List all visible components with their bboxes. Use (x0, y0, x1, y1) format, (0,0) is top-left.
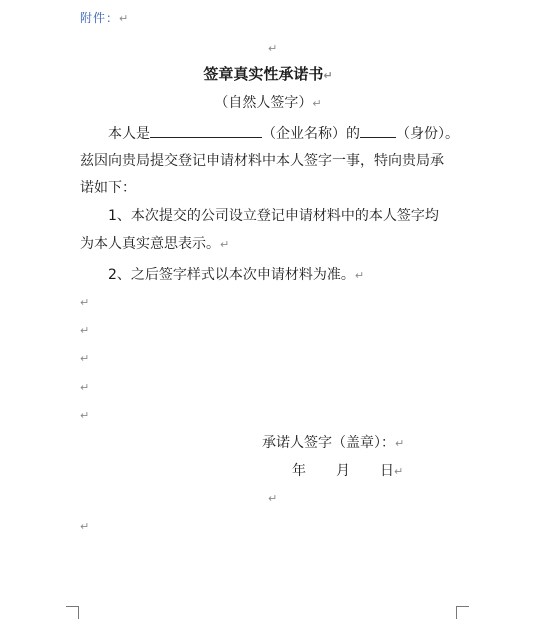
item-text: 为本人真实意思表示。 (80, 236, 220, 252)
paragraph-mark: ↵ (80, 381, 90, 394)
margin-corner-marker-left (66, 606, 79, 619)
paragraph-mark: ↵ (220, 238, 230, 251)
attachment-label (80, 9, 129, 26)
paragraph-mark: ↵ (80, 324, 90, 337)
statement-line-2 (80, 151, 444, 171)
paragraph-mark: ↵ (323, 69, 333, 82)
document-subtitle (0, 93, 536, 114)
date-month: 月 (336, 463, 350, 479)
date-line (292, 461, 403, 482)
paragraph-mark: ↵ (80, 409, 90, 422)
signature-label: 承诺人签字（盖章）： (262, 435, 395, 451)
statement-text: （身份）。 (396, 126, 459, 142)
empty-paragraph (80, 516, 89, 537)
empty-paragraph (268, 38, 277, 59)
empty-paragraph (80, 292, 89, 313)
item-1-line-2 (80, 234, 229, 255)
paragraph-mark: ↵ (80, 296, 90, 309)
subtitle-text: （自然人签字） (214, 95, 313, 111)
statement-line-1 (108, 123, 459, 144)
company-name-blank[interactable] (150, 123, 262, 138)
paragraph-mark: ↵ (80, 352, 90, 365)
empty-paragraph (80, 348, 89, 369)
statement-text: 诺如下： (80, 180, 136, 196)
statement-line-3 (80, 178, 136, 198)
attachment-text: 附件： (80, 11, 120, 25)
empty-paragraph (80, 320, 89, 341)
statement-text: 兹因向贵局提交登记申请材料中本人签字一事，特向贵局承 (80, 153, 444, 169)
item-2 (108, 265, 364, 286)
paragraph-mark: ↵ (354, 269, 365, 282)
paragraph-mark: ↵ (80, 520, 90, 533)
item-text: 2、之后签字样式以本次申请材料为准。 (108, 267, 355, 283)
item-text: 1、本次提交的公司设立登记申请材料中的本人签字均 (108, 208, 439, 224)
identity-blank[interactable] (360, 123, 396, 138)
empty-paragraph (80, 377, 89, 398)
item-1-line-1 (108, 206, 439, 226)
empty-paragraph (268, 488, 277, 509)
title-text: 签章真实性承诺书 (203, 65, 324, 83)
paragraph-mark: ↵ (312, 97, 322, 110)
paragraph-mark: ↵ (394, 465, 404, 478)
date-year: 年 (292, 463, 306, 479)
signature-line (262, 433, 404, 454)
date-day: 日 (380, 463, 394, 479)
document-title (0, 64, 536, 86)
statement-text: 本人是 (108, 126, 150, 142)
paragraph-mark: ↵ (268, 492, 278, 505)
paragraph-mark: ↵ (395, 437, 405, 450)
paragraph-mark: ↵ (268, 42, 278, 55)
statement-text: （企业名称）的 (262, 126, 360, 142)
paragraph-mark: ↵ (119, 12, 130, 25)
empty-paragraph (80, 405, 89, 426)
margin-corner-marker-right (456, 606, 469, 619)
